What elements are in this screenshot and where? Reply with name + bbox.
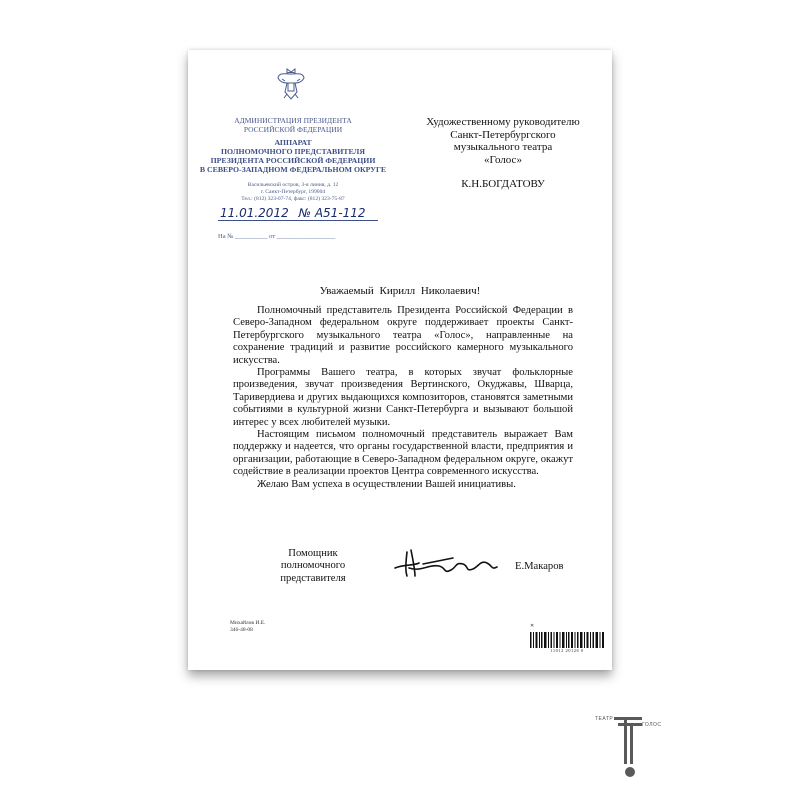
handwritten-date-number <box>220 206 390 220</box>
paragraph: Программы Вашего театра, в которых звучат фольклорные произведения, звучат произведения Вертинского, Окуджавы, Шварца, Таривердиева и других выдающихся композиторов, становятся заметными событиями в культурной жизни Санкт-Петербурга и вызывают большой интерес у всех любителей музыки. <box>233 367 573 428</box>
addressee-name: К.Н.БОГДАТОВУ <box>461 178 545 190</box>
logo-word-teatr: ТЕАТР <box>595 716 614 722</box>
paragraph: Желаю Вам успеха в осуществлении Вашей инициативы. <box>257 478 516 490</box>
executor-info: Михайлов И.Е. 346-48-08 <box>230 620 266 633</box>
handwritten-signature <box>393 546 503 580</box>
barcode-mark: ✕ <box>530 624 535 629</box>
paragraph: Полномочный представитель Президента Российской Федерации в Северо-Западном федеральном округе поддерживает проекты Санкт-Петербургского музыкального театра «Голос», направленные на сохранение традиций и развитие российского камерного музыкального искусства. <box>233 305 573 366</box>
letterhead-address: Васильевский остров, 3-я линия, д. 12 г. Санкт-Петербург, 199004 Тел.: (812) 323-07-74, факс: (812) 323-75-87 <box>241 182 345 202</box>
date-underline <box>218 220 378 221</box>
theatre-golos-logo <box>594 716 684 780</box>
addressee-block: Художественному руководителю Санкт-Петербургского музыкального театра «Голос» <box>426 116 580 166</box>
letter-sheet <box>188 50 612 670</box>
logo-mark-icon <box>594 716 684 780</box>
letterhead-administration: АДМИНИСТРАЦИЯ ПРЕЗИДЕНТА РОССИЙСКОЙ ФЕДЕРАЦИИ <box>234 116 352 134</box>
handwritten-number: № А51-112 <box>298 206 366 220</box>
letterhead-apparatus: АППАРАТ ПОЛНОМОЧНОГО ПРЕДСТАВИТЕЛЯ ПРЕЗИДЕНТА РОССИЙСКОЙ ФЕДЕРАЦИИ В СЕВЕРО-ЗАПАДНОМ ФЕДЕРАЛЬНОМ ОКРУГЕ <box>199 138 387 174</box>
signatory-title: Помощник полномочного представителя <box>280 548 346 584</box>
salutation: Уважаемый Кирилл Николаевич! <box>319 285 481 297</box>
letter-body <box>233 305 573 491</box>
barcode-number: 11012 20126 0 <box>550 648 584 653</box>
reference-line: На № __________ от __________________ <box>218 233 336 240</box>
handwritten-date: 11.01.2012 <box>220 206 289 220</box>
coat-of-arms-icon <box>276 66 306 102</box>
logo-word-golos: ГОЛОС <box>642 722 662 728</box>
barcode <box>530 632 604 648</box>
paragraph: Настоящим письмом полномочный представитель выражает Вам поддержку и надеется, что органы государственной власти, предприятия и организации, работающие в Северо-Западном федеральном округе, окажут содействие в реализации проектов Центра современного искусства. <box>233 429 573 478</box>
signatory-name: Е.Макаров <box>515 561 564 572</box>
